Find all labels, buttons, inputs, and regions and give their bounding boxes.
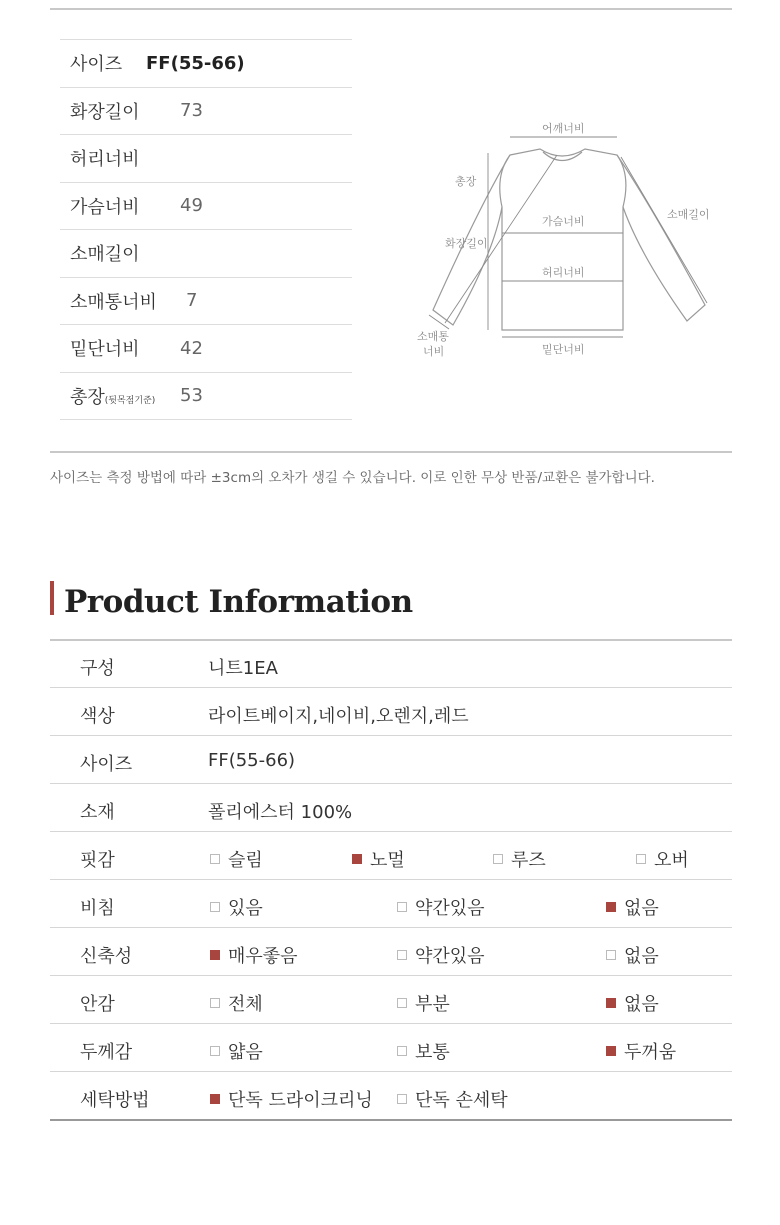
- option-item: [397, 1086, 508, 1112]
- option-item: [636, 846, 689, 872]
- size-label-note: (뒷목점기준): [104, 395, 156, 406]
- size-label: 허리너비: [70, 149, 140, 171]
- option-item: [210, 1038, 263, 1064]
- size-label: 가슴너비: [70, 196, 140, 218]
- size-label: 소매통너비: [70, 291, 157, 313]
- size-value: 7: [186, 290, 198, 312]
- option-label: 얇음: [228, 1042, 263, 1063]
- option-label: 노멀: [370, 850, 405, 871]
- checkbox-icon: [352, 854, 362, 864]
- size-section-divider: [50, 451, 732, 453]
- checkbox-icon: [210, 1046, 220, 1056]
- diagram-label-chest: 가슴너비: [542, 215, 585, 228]
- option-label: 전체: [228, 994, 263, 1015]
- size-row: [60, 278, 352, 326]
- checkbox-icon: [493, 854, 503, 864]
- checkbox-icon: [606, 950, 616, 960]
- info-value: 니트1EA: [208, 658, 278, 679]
- option-item: [606, 1038, 676, 1064]
- info-value: FF(55-66): [208, 750, 296, 771]
- info-label: 비침: [80, 898, 115, 919]
- info-row-composition: [50, 640, 732, 688]
- diagram-label-cuff-2: 너비: [423, 345, 445, 358]
- checkbox-icon: [210, 902, 220, 912]
- size-label: 소매길이: [70, 244, 140, 266]
- option-item: [397, 894, 485, 920]
- info-label: 색상: [80, 706, 115, 727]
- info-row-material: [50, 784, 732, 832]
- title-accent-bar: [50, 581, 54, 615]
- option-label: 부분: [415, 994, 450, 1015]
- checkbox-icon: [397, 902, 407, 912]
- option-item: [606, 894, 659, 920]
- diagram-label-waist: 허리너비: [542, 266, 585, 279]
- option-label: 없음: [624, 994, 659, 1015]
- option-label: 오버: [654, 850, 689, 871]
- info-value: 라이트베이지,네이비,오렌지,레드: [208, 706, 469, 727]
- checkbox-icon: [606, 1046, 616, 1056]
- size-disclaimer-note: 사이즈는 측정 방법에 따라 ±3cm의 오차가 생길 수 있습니다. 이로 인한 무상 반품/교환은 불가합니다.: [50, 470, 655, 486]
- top-divider: [50, 8, 732, 10]
- option-label: 매우좋음: [228, 946, 298, 967]
- option-label: 두꺼움: [624, 1042, 677, 1063]
- info-row-fit: [50, 832, 732, 880]
- option-item: [210, 942, 298, 968]
- info-label: 소재: [80, 802, 115, 823]
- size-value: 73: [180, 100, 203, 122]
- size-value: 42: [180, 337, 203, 359]
- info-label: 핏감: [80, 850, 115, 871]
- garment-size-diagram: [405, 115, 725, 365]
- size-row: [60, 230, 352, 278]
- info-row-color: [50, 688, 732, 736]
- info-row-elasticity: [50, 928, 732, 976]
- checkbox-icon: [210, 950, 220, 960]
- option-label: 단독 드라이크리닝: [228, 1090, 373, 1111]
- checkbox-icon: [397, 1046, 407, 1056]
- product-info-table: [50, 640, 732, 1121]
- option-label: 없음: [624, 898, 659, 919]
- checkbox-icon: [397, 950, 407, 960]
- checkbox-icon: [636, 854, 646, 864]
- option-label: 있음: [228, 898, 263, 919]
- checkbox-icon: [606, 998, 616, 1008]
- option-item: [210, 1086, 373, 1112]
- info-label: 안감: [80, 994, 115, 1015]
- diagram-label-raglan: 화장길이: [445, 237, 488, 250]
- size-label: 밑단너비: [70, 339, 140, 361]
- info-row-washing: [50, 1072, 732, 1121]
- info-row-lining: [50, 976, 732, 1024]
- info-row-thickness: [50, 1024, 732, 1072]
- size-value: FF(55-66): [146, 52, 245, 74]
- info-label: 두께감: [80, 1042, 133, 1063]
- size-row: [60, 373, 352, 421]
- info-row-transparency: [50, 880, 732, 928]
- size-table: [60, 39, 352, 420]
- checkbox-icon: [210, 998, 220, 1008]
- option-item: [397, 942, 485, 968]
- size-row: [60, 40, 352, 88]
- option-label: 보통: [415, 1042, 450, 1063]
- sweater-right-sleeve: [617, 155, 705, 321]
- checkbox-icon: [397, 1094, 407, 1104]
- size-row: [60, 325, 352, 373]
- checkbox-icon: [397, 998, 407, 1008]
- product-info-title: Product Information: [64, 584, 413, 620]
- diagram-label-length: 총장: [455, 175, 477, 188]
- diagram-label-cuff: 소매통: [417, 330, 449, 343]
- option-item: [397, 1038, 450, 1064]
- size-row: [60, 135, 352, 183]
- diagram-label-shoulder: 어깨너비: [542, 122, 585, 135]
- option-item: [210, 990, 263, 1016]
- sleeve-length-measure-line: [621, 157, 707, 303]
- info-label: 사이즈: [80, 754, 133, 775]
- option-item: [493, 846, 546, 872]
- size-label: 총장(뒷목점기준): [70, 386, 156, 408]
- option-item: [606, 990, 659, 1016]
- option-label: 약간있음: [415, 946, 485, 967]
- diagram-label-sleeve-length: 소매길이: [667, 208, 710, 221]
- option-label: 슬림: [228, 850, 263, 871]
- sweater-body-outline: [500, 149, 626, 330]
- info-label: 구성: [80, 658, 115, 679]
- option-item: [210, 846, 263, 872]
- diagram-label-hem: 밑단너비: [542, 343, 585, 356]
- option-item: [352, 846, 405, 872]
- info-label: 세탁방법: [80, 1090, 150, 1111]
- option-label: 단독 손세탁: [415, 1090, 508, 1111]
- size-value: 53: [180, 385, 203, 407]
- option-item: [397, 990, 450, 1016]
- checkbox-icon: [210, 1094, 220, 1104]
- info-label: 신축성: [80, 946, 133, 967]
- option-item: [210, 894, 263, 920]
- size-row: [60, 88, 352, 136]
- checkbox-icon: [606, 902, 616, 912]
- option-label: 없음: [624, 946, 659, 967]
- option-label: 루즈: [511, 850, 546, 871]
- option-item: [606, 942, 659, 968]
- info-row-size: [50, 736, 732, 784]
- size-value: 49: [180, 195, 203, 217]
- checkbox-icon: [210, 854, 220, 864]
- info-value: 폴리에스터 100%: [208, 802, 353, 823]
- size-row: [60, 183, 352, 231]
- size-label: 사이즈: [70, 54, 123, 76]
- option-label: 약간있음: [415, 898, 485, 919]
- size-label: 화장길이: [70, 101, 140, 123]
